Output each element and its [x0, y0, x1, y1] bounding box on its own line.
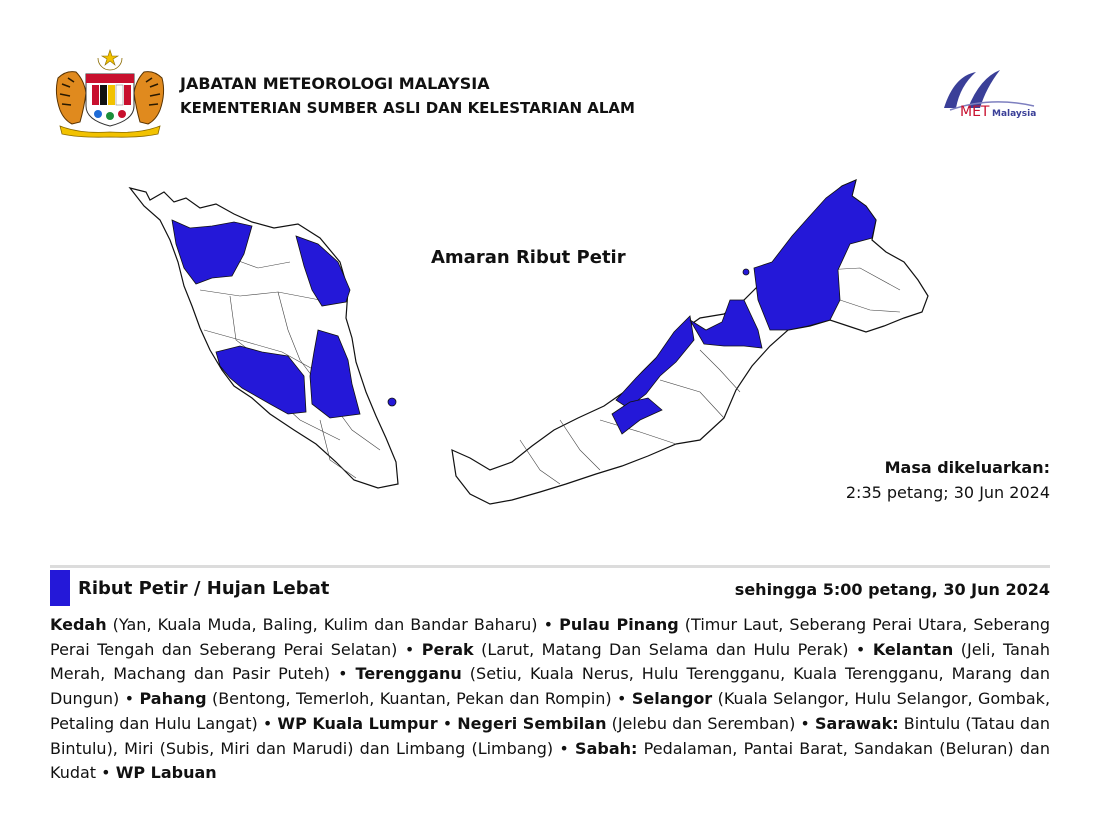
state-name: Sabah:: [575, 738, 638, 758]
state-name: Negeri Sembilan: [457, 713, 607, 733]
warning-area-labuan: [743, 269, 749, 275]
issued-label: Masa dikeluarkan:: [884, 458, 1050, 477]
organisation-block: [180, 72, 635, 120]
state-districts: •: [437, 713, 458, 733]
warning-map: [125, 160, 945, 520]
warning-area-island: [388, 398, 396, 406]
ministry-name: KEMENTERIAN SUMBER ASLI DAN KELESTARIAN ALAM: [180, 99, 635, 117]
state-name: Terengganu: [355, 664, 462, 684]
met-malaysia-logo: [930, 66, 1050, 121]
warning-valid-until: sehingga 5:00 petang, 30 Jun 2024: [734, 580, 1050, 599]
state-name: Kedah: [50, 615, 107, 634]
state-districts: (Jelebu dan Seremban) •: [606, 713, 815, 733]
section-divider: [50, 565, 1050, 568]
warning-type: Ribut Petir / Hujan Lebat: [78, 578, 330, 599]
warning-areas-text: [50, 613, 1050, 786]
state-name: Pahang: [139, 689, 207, 709]
state-districts: Bintulu (Tatau dan Bintulu), Miri (Subis, Miri dan Marudi) dan Limbang (Limbang) •: [50, 713, 1051, 758]
state-name: Pulau Pinang: [559, 615, 679, 634]
state-districts: (Setiu, Kuala Nerus, Hulu Terengganu, Kuala Terengganu, Marang dan Dungun) •: [50, 664, 1051, 709]
malaysia-coat-of-arms-icon: [50, 48, 170, 138]
state-name: WP Labuan: [115, 763, 217, 783]
state-districts: (Jeli, Tanah Merah, Machang dan Pasir Puteh) •: [50, 639, 1051, 684]
warning-header: [50, 570, 1050, 606]
organisation-name: JABATAN METEOROLOGI MALAYSIA: [180, 74, 490, 93]
map-title: Amaran Ribut Petir: [431, 247, 626, 268]
state-districts: (Yan, Kuala Muda, Baling, Kulim dan Bandar Baharu) •: [106, 615, 560, 634]
issued-time: 2:35 petang; 30 Jun 2024: [845, 483, 1050, 502]
issued-time-block: [846, 455, 1050, 505]
state-districts: (Larut, Matang Dan Selama dan Hulu Perak) •: [473, 639, 873, 659]
met-logo-text: MET: [960, 104, 990, 120]
state-name: Perak: [421, 639, 474, 659]
state-name: WP Kuala Lumpur: [277, 713, 438, 733]
state-districts: (Bentong, Temerloh, Kuantan, Pekan dan Rompin) •: [206, 689, 632, 709]
peninsular-malaysia: [130, 188, 398, 488]
state-districts: Pedalaman, Pantai Barat, Sandakan (Beluran) dan Kudat •: [50, 738, 1050, 783]
state-name: Kelantan: [872, 639, 954, 659]
state-name: Selangor: [631, 689, 713, 709]
page-header: [50, 48, 1050, 143]
state-name: Sarawak:: [815, 713, 899, 733]
state-districts: (Timur Laut, Seberang Perai Utara, Seberang Perai Tengah dan Seberang Perai Selatan) •: [50, 615, 1051, 659]
met-logo-country: Malaysia: [992, 109, 1037, 119]
state-districts: (Kuala Selangor, Hulu Selangor, Gombak, Petaling dan Hulu Langat) •: [50, 689, 1051, 733]
warning-color-swatch: [50, 570, 70, 606]
